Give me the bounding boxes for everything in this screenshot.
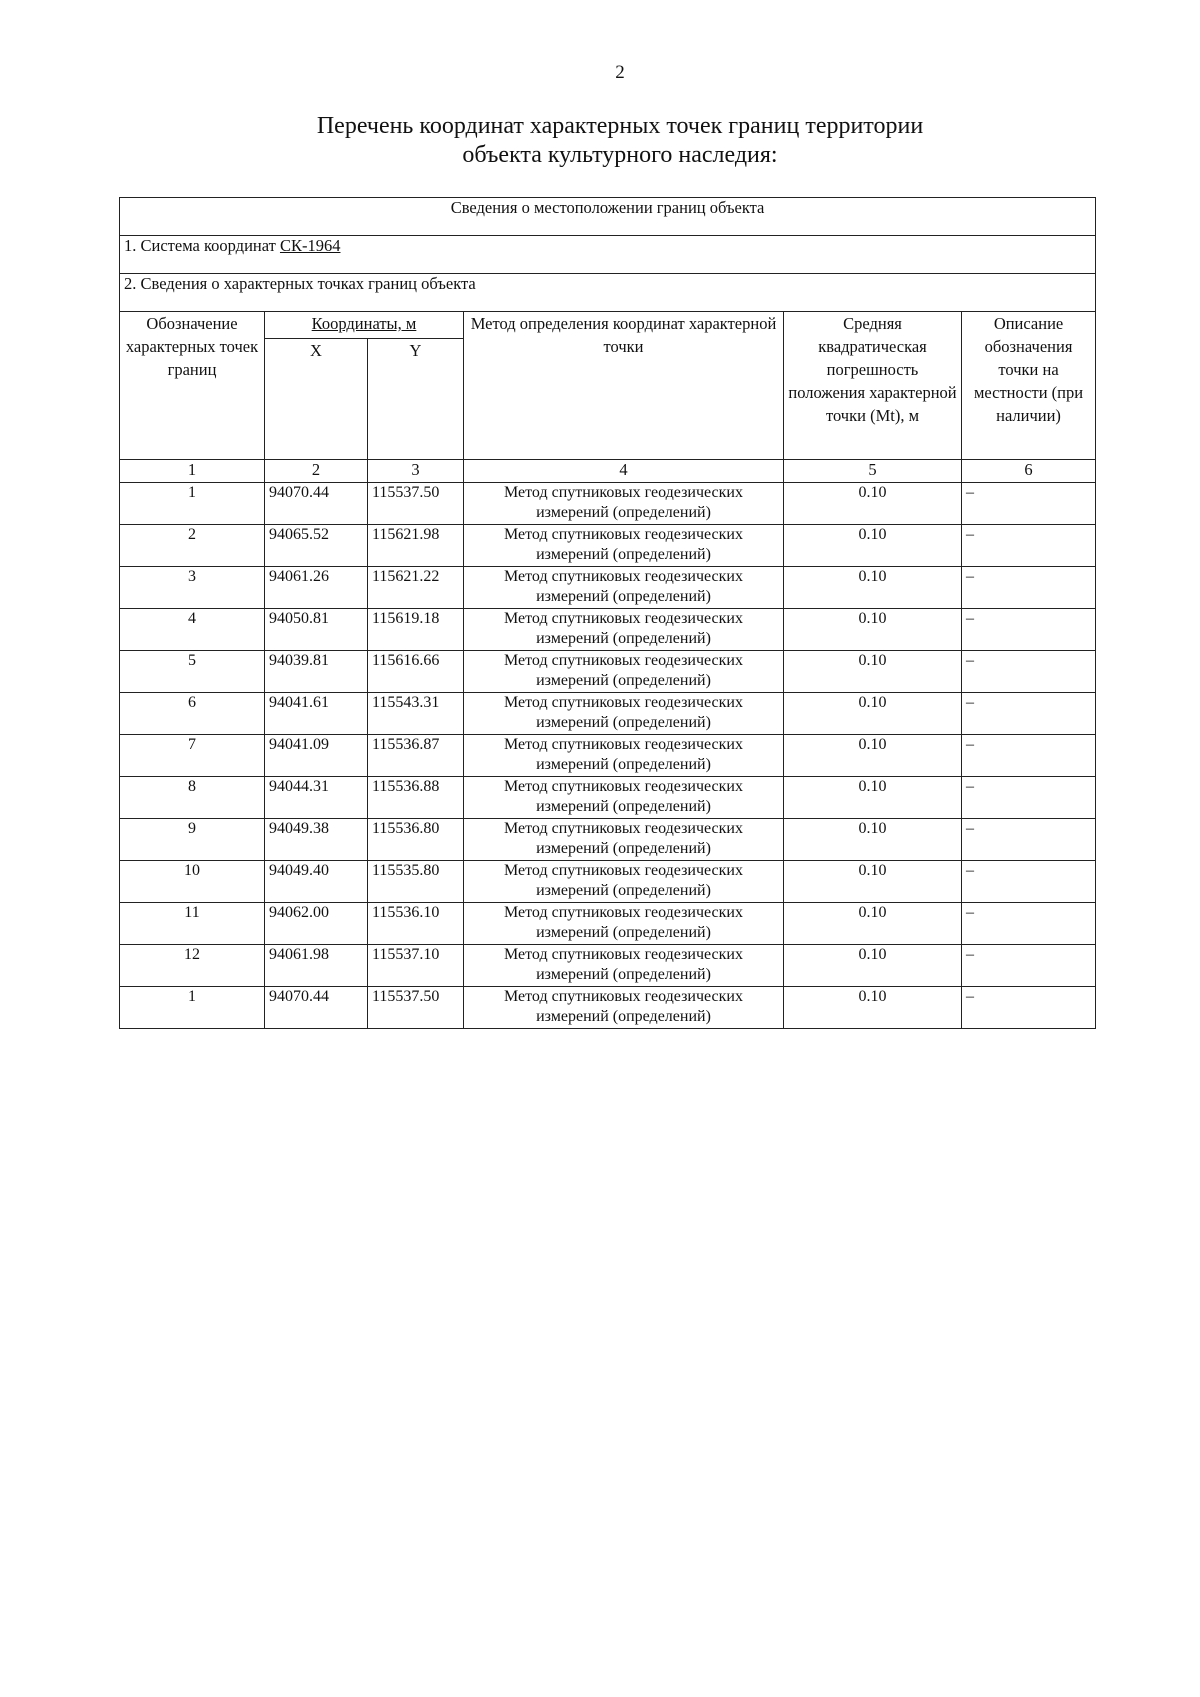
column-number-row [120,460,1096,483]
y-coordinate-cell: 115535.80 [368,861,464,903]
point-cell: 10 [120,861,265,903]
point-cell: 6 [120,693,265,735]
y-coordinate-cell: 115537.50 [368,483,464,525]
error-cell: 0.10 [784,525,962,567]
error-cell: 0.10 [784,987,962,1029]
table-row [120,735,1096,777]
point-cell: 1 [120,987,265,1029]
point-cell: 12 [120,945,265,987]
description-cell: – [962,987,1096,1029]
description-cell: – [962,777,1096,819]
header-description: Описание обозначения точки на местности (при наличии) [962,312,1096,460]
table-row [120,777,1096,819]
y-coordinate-cell: 115616.66 [368,651,464,693]
method-cell: Метод спутниковых геодезических измерений (определений) [464,861,784,903]
y-coordinate-cell: 115537.50 [368,987,464,1029]
method-cell: Метод спутниковых геодезических измерений (определений) [464,567,784,609]
table-row [120,567,1096,609]
x-coordinate-cell: 94062.00 [265,903,368,945]
error-cell: 0.10 [784,819,962,861]
section-heading: Сведения о местоположении границ объекта [120,198,1096,236]
table-row [120,693,1096,735]
table-row [120,819,1096,861]
table-row [120,525,1096,567]
method-cell: Метод спутниковых геодезических измерений (определений) [464,525,784,567]
column-number: 2 [265,460,368,483]
header-x: X [265,339,368,460]
table-row [120,609,1096,651]
description-cell: – [962,693,1096,735]
x-coordinate-cell: 94041.09 [265,735,368,777]
description-cell: – [962,651,1096,693]
y-coordinate-cell: 115543.31 [368,693,464,735]
error-cell: 0.10 [784,483,962,525]
description-cell: – [962,567,1096,609]
table-body [120,483,1096,1029]
column-number: 1 [120,460,265,483]
table-row [120,903,1096,945]
x-coordinate-cell: 94050.81 [265,609,368,651]
x-coordinate-cell: 94061.98 [265,945,368,987]
x-coordinate-cell: 94049.40 [265,861,368,903]
header-method: Метод определения координат характерной точки [464,312,784,460]
coord-system-cell [120,236,1096,274]
points-heading: 2. Сведения о характерных точках границ объекта [120,274,1096,312]
method-cell: Метод спутниковых геодезических измерений (определений) [464,819,784,861]
error-cell: 0.10 [784,861,962,903]
coord-system-row [120,236,1096,274]
coord-system-label: 1. Система координат [124,236,280,255]
section-heading-row [120,198,1096,236]
table-row [120,651,1096,693]
point-cell: 4 [120,609,265,651]
method-cell: Метод спутниковых геодезических измерений (определений) [464,609,784,651]
x-coordinate-cell: 94070.44 [265,987,368,1029]
column-number: 5 [784,460,962,483]
method-cell: Метод спутниковых геодезических измерений (определений) [464,903,784,945]
table-row [120,483,1096,525]
error-cell: 0.10 [784,903,962,945]
y-coordinate-cell: 115621.22 [368,567,464,609]
point-cell: 1 [120,483,265,525]
table-row [120,987,1096,1029]
description-cell: – [962,483,1096,525]
error-cell: 0.10 [784,567,962,609]
description-cell: – [962,945,1096,987]
description-cell: – [962,609,1096,651]
error-cell: 0.10 [784,945,962,987]
x-coordinate-cell: 94044.31 [265,777,368,819]
coordinates-table [119,197,1096,1029]
header-point-designation: Обозначение характерных точек границ [120,312,265,460]
point-cell: 2 [120,525,265,567]
point-cell: 3 [120,567,265,609]
table-row [120,945,1096,987]
page-number: 2 [615,62,625,83]
column-number: 6 [962,460,1096,483]
method-cell: Метод спутниковых геодезических измерений (определений) [464,651,784,693]
document-title [0,112,1200,170]
x-coordinate-cell: 94039.81 [265,651,368,693]
description-cell: – [962,861,1096,903]
y-coordinate-cell: 115537.10 [368,945,464,987]
point-cell: 9 [120,819,265,861]
error-cell: 0.10 [784,609,962,651]
point-cell: 7 [120,735,265,777]
description-cell: – [962,525,1096,567]
x-coordinate-cell: 94065.52 [265,525,368,567]
y-coordinate-cell: 115536.87 [368,735,464,777]
x-coordinate-cell: 94041.61 [265,693,368,735]
x-coordinate-cell: 94061.26 [265,567,368,609]
point-cell: 11 [120,903,265,945]
method-cell: Метод спутниковых геодезических измерений (определений) [464,987,784,1029]
error-cell: 0.10 [784,777,962,819]
table-row [120,861,1096,903]
method-cell: Метод спутниковых геодезических измерений (определений) [464,693,784,735]
method-cell: Метод спутниковых геодезических измерений (определений) [464,735,784,777]
y-coordinate-cell: 115621.98 [368,525,464,567]
point-cell: 5 [120,651,265,693]
points-heading-row [120,274,1096,312]
y-coordinate-cell: 115536.88 [368,777,464,819]
description-cell: – [962,735,1096,777]
header-error: Средняя квадратическая погрешность положения характерной точки (Mt), м [784,312,962,460]
description-cell: – [962,819,1096,861]
error-cell: 0.10 [784,693,962,735]
header-y: Y [368,339,464,460]
x-coordinate-cell: 94049.38 [265,819,368,861]
title-line-1: Перечень координат характерных точек границ территории [316,113,924,139]
y-coordinate-cell: 115536.10 [368,903,464,945]
header-row-1 [120,312,1096,339]
title-line-2: объекта культурного наследия: [462,142,778,168]
column-number: 3 [368,460,464,483]
y-coordinate-cell: 115619.18 [368,609,464,651]
coord-system-value: СК-1964 [279,236,341,255]
description-cell: – [962,903,1096,945]
point-cell: 8 [120,777,265,819]
error-cell: 0.10 [784,735,962,777]
column-number: 4 [464,460,784,483]
y-coordinate-cell: 115536.80 [368,819,464,861]
method-cell: Метод спутниковых геодезических измерений (определений) [464,777,784,819]
method-cell: Метод спутниковых геодезических измерений (определений) [464,483,784,525]
header-coordinates: Координаты, м [265,312,464,339]
method-cell: Метод спутниковых геодезических измерений (определений) [464,945,784,987]
error-cell: 0.10 [784,651,962,693]
x-coordinate-cell: 94070.44 [265,483,368,525]
